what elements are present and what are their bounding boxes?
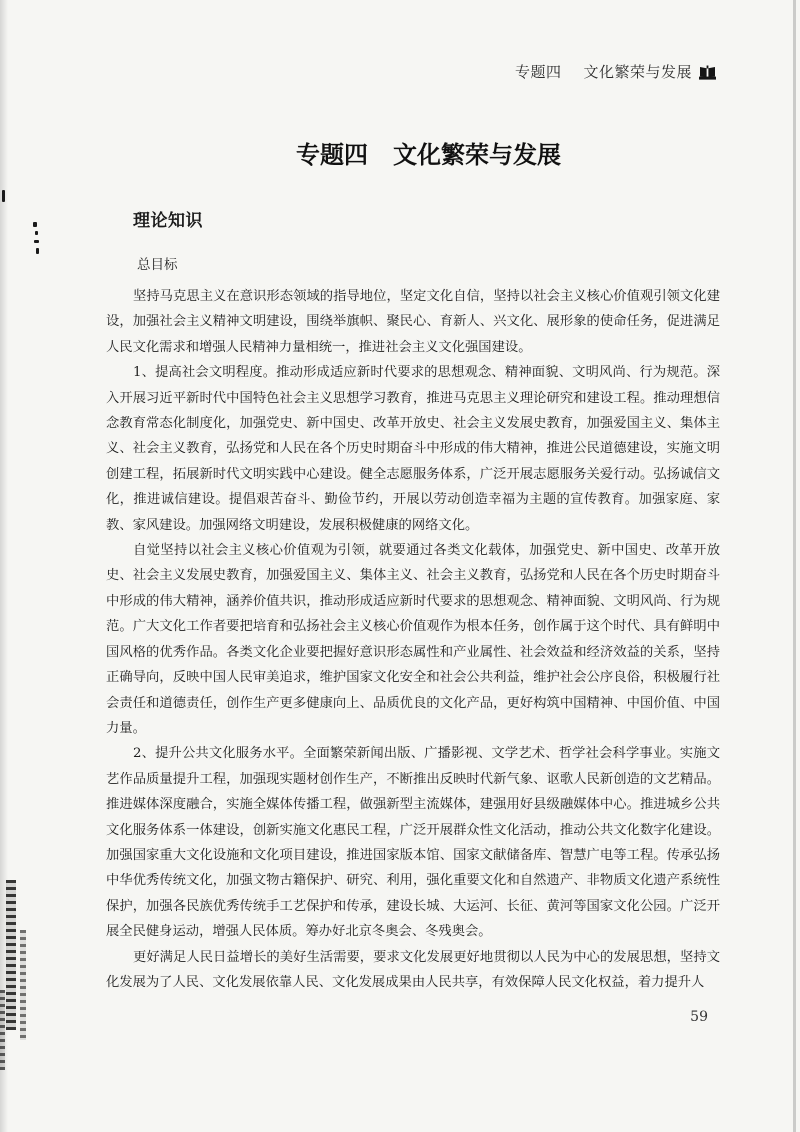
scan-artifact — [35, 231, 38, 235]
chapter-title — [296, 140, 561, 170]
scan-edge-line — [793, 0, 796, 1132]
running-header-topic-name: 文化繁荣与发展 — [583, 63, 692, 81]
scan-artifact — [6, 880, 16, 1030]
section-heading: 理论知识 — [133, 211, 203, 231]
scan-artifact — [33, 222, 37, 227]
page-number: 59 — [690, 1009, 708, 1026]
running-header — [515, 62, 716, 82]
scan-artifact — [20, 930, 26, 1040]
running-header-topic-number: 专题四 — [514, 63, 562, 81]
paragraph: 坚持马克思主义在意识形态领域的指导地位，坚定文化自信，坚持以社会主义核心价值观引领文化建设，加强社会主义精神文明建设，围绕举旗帜、聚民心、育新人、兴文化、展形象的使命任务，促进满足人民文化需求和增强人民精神力量相统一，推进社会主义文化强国建设。 — [106, 289, 720, 355]
paragraph: 自觉坚持以社会主义核心价值观为引领，就要通过各类文化载体，加强党史、新中国史、改革开放史、社会主义发展史教育，加强爱国主义、集体主义、社会主义教育，弘扬党和人民在各个历史时期奋斗中形成的伟大精神，涵养价值共识，推动形成适应新时代要求的思想观念、精神面貌、文明风尚、行为规范。广大文化工作者要把培育和弘扬社会主义核心价值观作为根本任务，创作属于这个时代、具有鲜明中国风格的优秀作品。各类文化企业要把握好意识形态属性和产业属性、社会效益和经济效益的关系，坚持正确导向，反映中国人民审美追求，维护国家文化安全和社会公共利益，维护社会公序良俗，积极履行社会责任和道德责任，创作生产更多健康向上、品质优良的文化产品，更好构筑中国精神、中国价值、中国力量。 — [106, 543, 720, 736]
paragraph: 更好满足人民日益增长的美好生活需要，要求文化发展更好地贯彻以人民为中心的发展思想，坚持文化发展为了人民、文化发展依靠人民、文化发展成果由人民共享，有效保障人民文化权益，着力提升人 — [106, 949, 720, 990]
book-icon — [699, 65, 716, 80]
scan-artifact — [34, 240, 39, 243]
scan-artifact — [36, 248, 39, 254]
scan-artifact — [0, 990, 5, 1070]
body-text — [106, 284, 720, 1027]
subheading: 总目标 — [137, 257, 178, 273]
paragraph: 2、提升公共文化服务水平。全面繁荣新闻出版、广播影视、文学艺术、哲学社会科学事业。实施文艺作品质量提升工程，加强现实题材创作生产，不断推出反映时代新气象、讴歌人民新创造的文艺精品。推进媒体深度融合，实施全媒体传播工程，做强新型主流媒体，建强用好县级融媒体中心。推进城乡公共文化服务体系一体建设，创新实施文化惠民工程，广泛开展群众性文化活动，推动公共文化数字化建设。加强国家重大文化设施和文化项目建设，推进国家版本馆、国家文献储备库、智慧广电等工程。传承弘扬中华优秀传统文化，加强文物古籍保护、研究、利用，强化重要文化和自然遗产、非物质文化遗产系统性保护，加强各民族优秀传统手工艺保护和传承，建设长城、大运河、长征、黄河等国家文化公园。广泛开展全民健身运动，增强人民体质。筹办好北京冬奥会、冬残奥会。 — [106, 746, 720, 940]
paragraph: 1、提高社会文明程度。推动形成适应新时代要求的思想观念、精神面貌、文明风尚、行为规范。深入开展习近平新时代中国特色社会主义思想学习教育，推进马克思主义理论研究和建设工程。推动理想信念教育常态化制度化，加强党史、新中国史、改革开放史、社会主义发展史教育，加强爱国主义、集体主义、社会主义教育，弘扬党和人民在各个历史时期奋斗中形成的伟大精神，推进公民道德建设，实施文明创建工程，拓展新时代文明实践中心建设。健全志愿服务体系，广泛开展志愿服务关爱行动。弘扬诚信文化，推进诚信建设。提倡艰苦奋斗、勤俭节约，开展以劳动创造幸福为主题的宣传教育。加强家庭、家教、家风建设。加强网络文明建设，发展积极健康的网络文化。 — [106, 365, 720, 533]
chapter-title-number: 专题四 — [296, 140, 368, 169]
chapter-title-name: 文化繁荣与发展 — [393, 140, 561, 169]
scan-artifact — [2, 190, 5, 202]
